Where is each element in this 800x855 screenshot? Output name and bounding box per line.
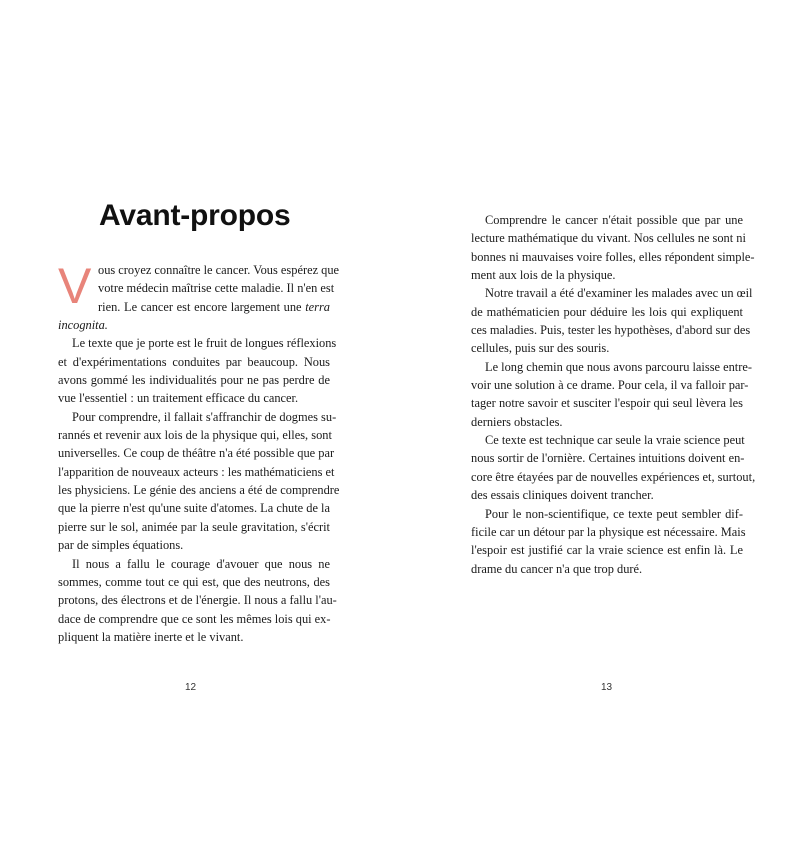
text-line: Pour comprendre, il fallait s'affranchir de dogmes su-	[72, 409, 337, 424]
right-page-body	[471, 211, 756, 578]
text-line: Pour le non-scientifique, ce texte peut sembler dif-	[485, 506, 743, 521]
text-line: ous croyez connaître le cancer. Vous espérez que	[98, 263, 340, 277]
text-line: protons, des électrons et de l'énergie. Il nous a fallu l'au-	[58, 593, 337, 608]
text-line: core être étayées par de nouvelles expériences et, surtout,	[471, 469, 756, 484]
text-line: incognita.	[58, 318, 108, 333]
page-number: 13	[601, 682, 613, 693]
page-number: 12	[185, 682, 197, 693]
left-page-body	[58, 258, 340, 646]
text-line: l'espoir est justifié car la vraie science est enfin là. Le	[471, 543, 743, 558]
text-line: ces maladies. Puis, tester les hypothèses, d'abord sur des	[471, 323, 751, 338]
text-line: avons gommé les individualités pour ne pas perdre de	[58, 373, 330, 388]
text-line: vue l'essentiel : un traitement efficace du cancer.	[58, 391, 299, 406]
text-line: l'apparition de nouveaux acteurs : les mathématiciens et	[58, 464, 335, 479]
text-line: cellules, puis sur des souris.	[471, 341, 610, 356]
text-line: sommes, comme tout ce qui est, que des neutrons, des	[58, 574, 330, 589]
text-line: Comprendre le cancer n'était possible que par une	[485, 213, 743, 227]
text-line: derniers obstacles.	[471, 414, 563, 429]
text-line: nous sortir de l'ornière. Certaines intuitions doivent en-	[471, 451, 745, 466]
text-line: lecture mathématique du vivant. Nos cellules ne sont ni	[471, 231, 746, 246]
text-line: rien. Le cancer est encore largement une terra	[98, 299, 330, 314]
text-line: des essais cliniques doivent trancher.	[471, 488, 654, 503]
text-line: voir une solution à ce drame. Pour cela, il va falloir par-	[471, 378, 749, 393]
text-line: Le texte que je porte est le fruit de longues réflexions	[72, 336, 337, 351]
text-line: et d'expérimentations conduites par beaucoup. Nous	[58, 354, 330, 369]
text-line: Ce texte est technique car seule la vraie science peut	[485, 433, 745, 448]
text-line: pliquent la matière inerte et le vivant.	[58, 629, 244, 644]
text-line: ment aux lois de la physique.	[471, 268, 616, 283]
text-line: les physiciens. Le génie des anciens a été de comprendre	[58, 483, 340, 498]
text-line: ficile car un détour par la physique est nécessaire. Mais	[471, 524, 746, 539]
text-line: votre médecin maîtrise cette maladie. Il n'en est	[98, 281, 335, 296]
text-line: de mathématicien pour déduire les lois qui expliquent	[471, 304, 743, 319]
italic-term: terra	[305, 299, 330, 314]
text-line: Il nous a fallu le courage d'avouer que nous ne	[72, 556, 330, 571]
text-line: tager notre savoir et susciter l'espoir qui seul lèvera les	[471, 396, 743, 411]
text-line: rannés et revenir aux lois de la physique qui, elles, sont	[58, 428, 332, 443]
text-line: Notre travail a été d'examiner les malades avec un œil	[485, 286, 753, 301]
text-line: par de simples équations.	[58, 538, 184, 553]
chapter-title: Avant-propos	[99, 199, 291, 232]
text-line: que la pierre n'est qu'une suite d'atomes. La chute de la	[58, 501, 330, 516]
text-line: drame du cancer n'a que trop duré.	[471, 561, 643, 576]
text-line: dace de comprendre que ce sont les mêmes lois qui ex-	[58, 611, 331, 626]
text-line: universelles. Ce coup de théâtre n'a été possible que par	[58, 446, 335, 461]
text-line: pierre sur le sol, animée par la seule gravitation, s'écrit	[58, 519, 330, 534]
text-line: Le long chemin que nous avons parcouru laisse entre-	[485, 359, 753, 374]
drop-cap: V	[58, 258, 92, 314]
text-line: bonnes ni mauvaises voire folles, elles répondent simple-	[471, 249, 755, 264]
